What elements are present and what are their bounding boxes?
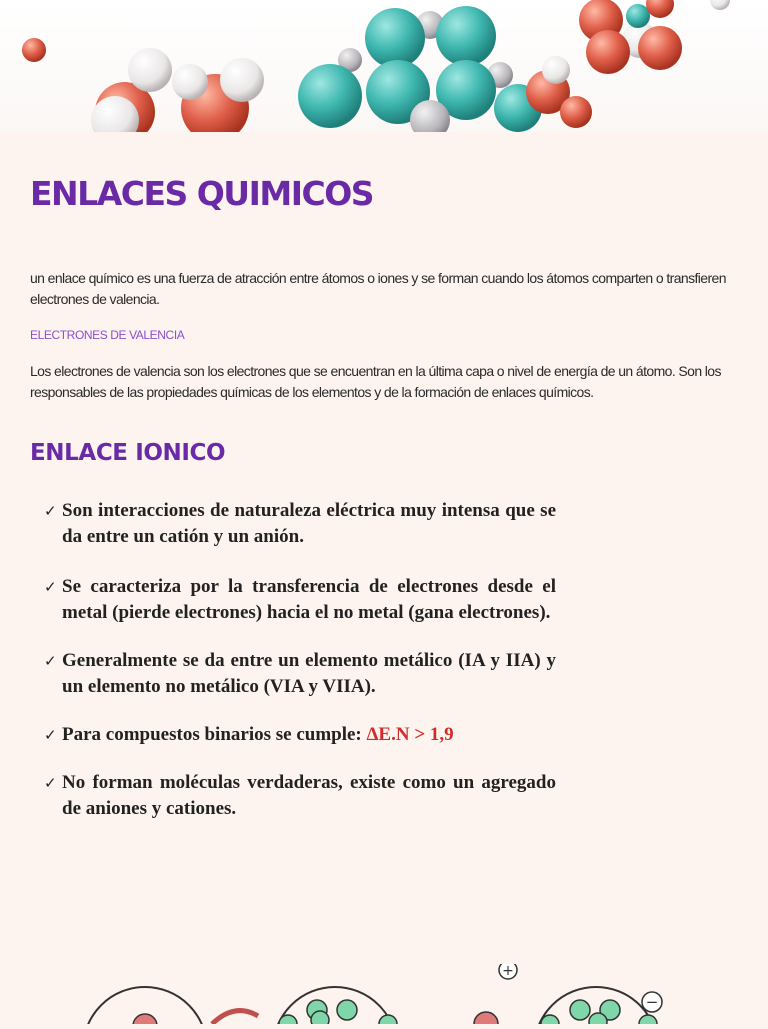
list-item-text: No forman moléculas verdaderas, existe como un agregado de aniones y cationes. [62,772,556,819]
transfer-arrow-icon [212,1011,258,1024]
checkmark-icon: ✓ [44,578,57,596]
minus-charge-sign: − [645,993,659,1011]
list-item-text: Generalmente se da entre un elemento metálico (IA y IIA) y un elemento no metálico (VIA y VIIA). [62,650,556,697]
molecules-banner-image [0,0,768,132]
electron-dot [570,1000,590,1020]
plus-charge-sign: + [502,964,514,979]
list-item-text: Se caracteriza por la transferencia de electrones desde el metal (pierde electrones) hacia el no metal (gana electrones). [62,576,556,623]
checkmark-icon: ✓ [44,652,57,670]
electron-dot [379,1015,397,1024]
list-item [44,770,556,822]
molecule-illustration [0,0,768,132]
valence-paragraph: Los electrones de valencia son los electrones que se encuentran en la última capa o nivel de energía de un átomo. Son los responsables de las propiedades químicas de los elementos y de la formación de enlaces químicos. [30,363,721,400]
electron-dot [311,1011,329,1024]
list-item-text: Para compuestos binarios se cumple: [62,724,367,745]
checkmark-icon: ✓ [44,502,57,520]
valence-subheading: ELECTRONES DE VALENCIA [30,328,185,342]
ionic-bond-diagram [0,964,768,1024]
section-title-ionic-bond: ENLACE IONICO [30,440,226,466]
list-item [44,574,556,626]
electron-dot [589,1013,607,1024]
metal-nucleus [133,1014,157,1024]
page-title: ENLACES QUIMICOS [30,174,374,213]
electron-transfer-illustration [0,964,768,1024]
electronegativity-formula: ΔE.N > 1,9 [366,724,454,745]
intro-paragraph: un enlace químico es una fuerza de atracción entre átomos o iones y se forman cuando los átomos comparten o transfieren electrones de valencia. [30,270,726,307]
list-item [44,722,556,748]
checkmark-icon: ✓ [44,726,57,744]
ionic-bond-list [44,498,556,822]
checkmark-icon: ✓ [44,774,57,792]
cation-nucleus [474,1012,498,1024]
list-item [44,648,556,700]
electron-dot [639,1015,657,1024]
electron-dot [337,1000,357,1020]
document-page [0,132,768,1024]
list-item [44,498,556,550]
list-item-text: Son interacciones de naturaleza eléctrica muy intensa que se da entre un catión y un anión. [62,500,556,547]
